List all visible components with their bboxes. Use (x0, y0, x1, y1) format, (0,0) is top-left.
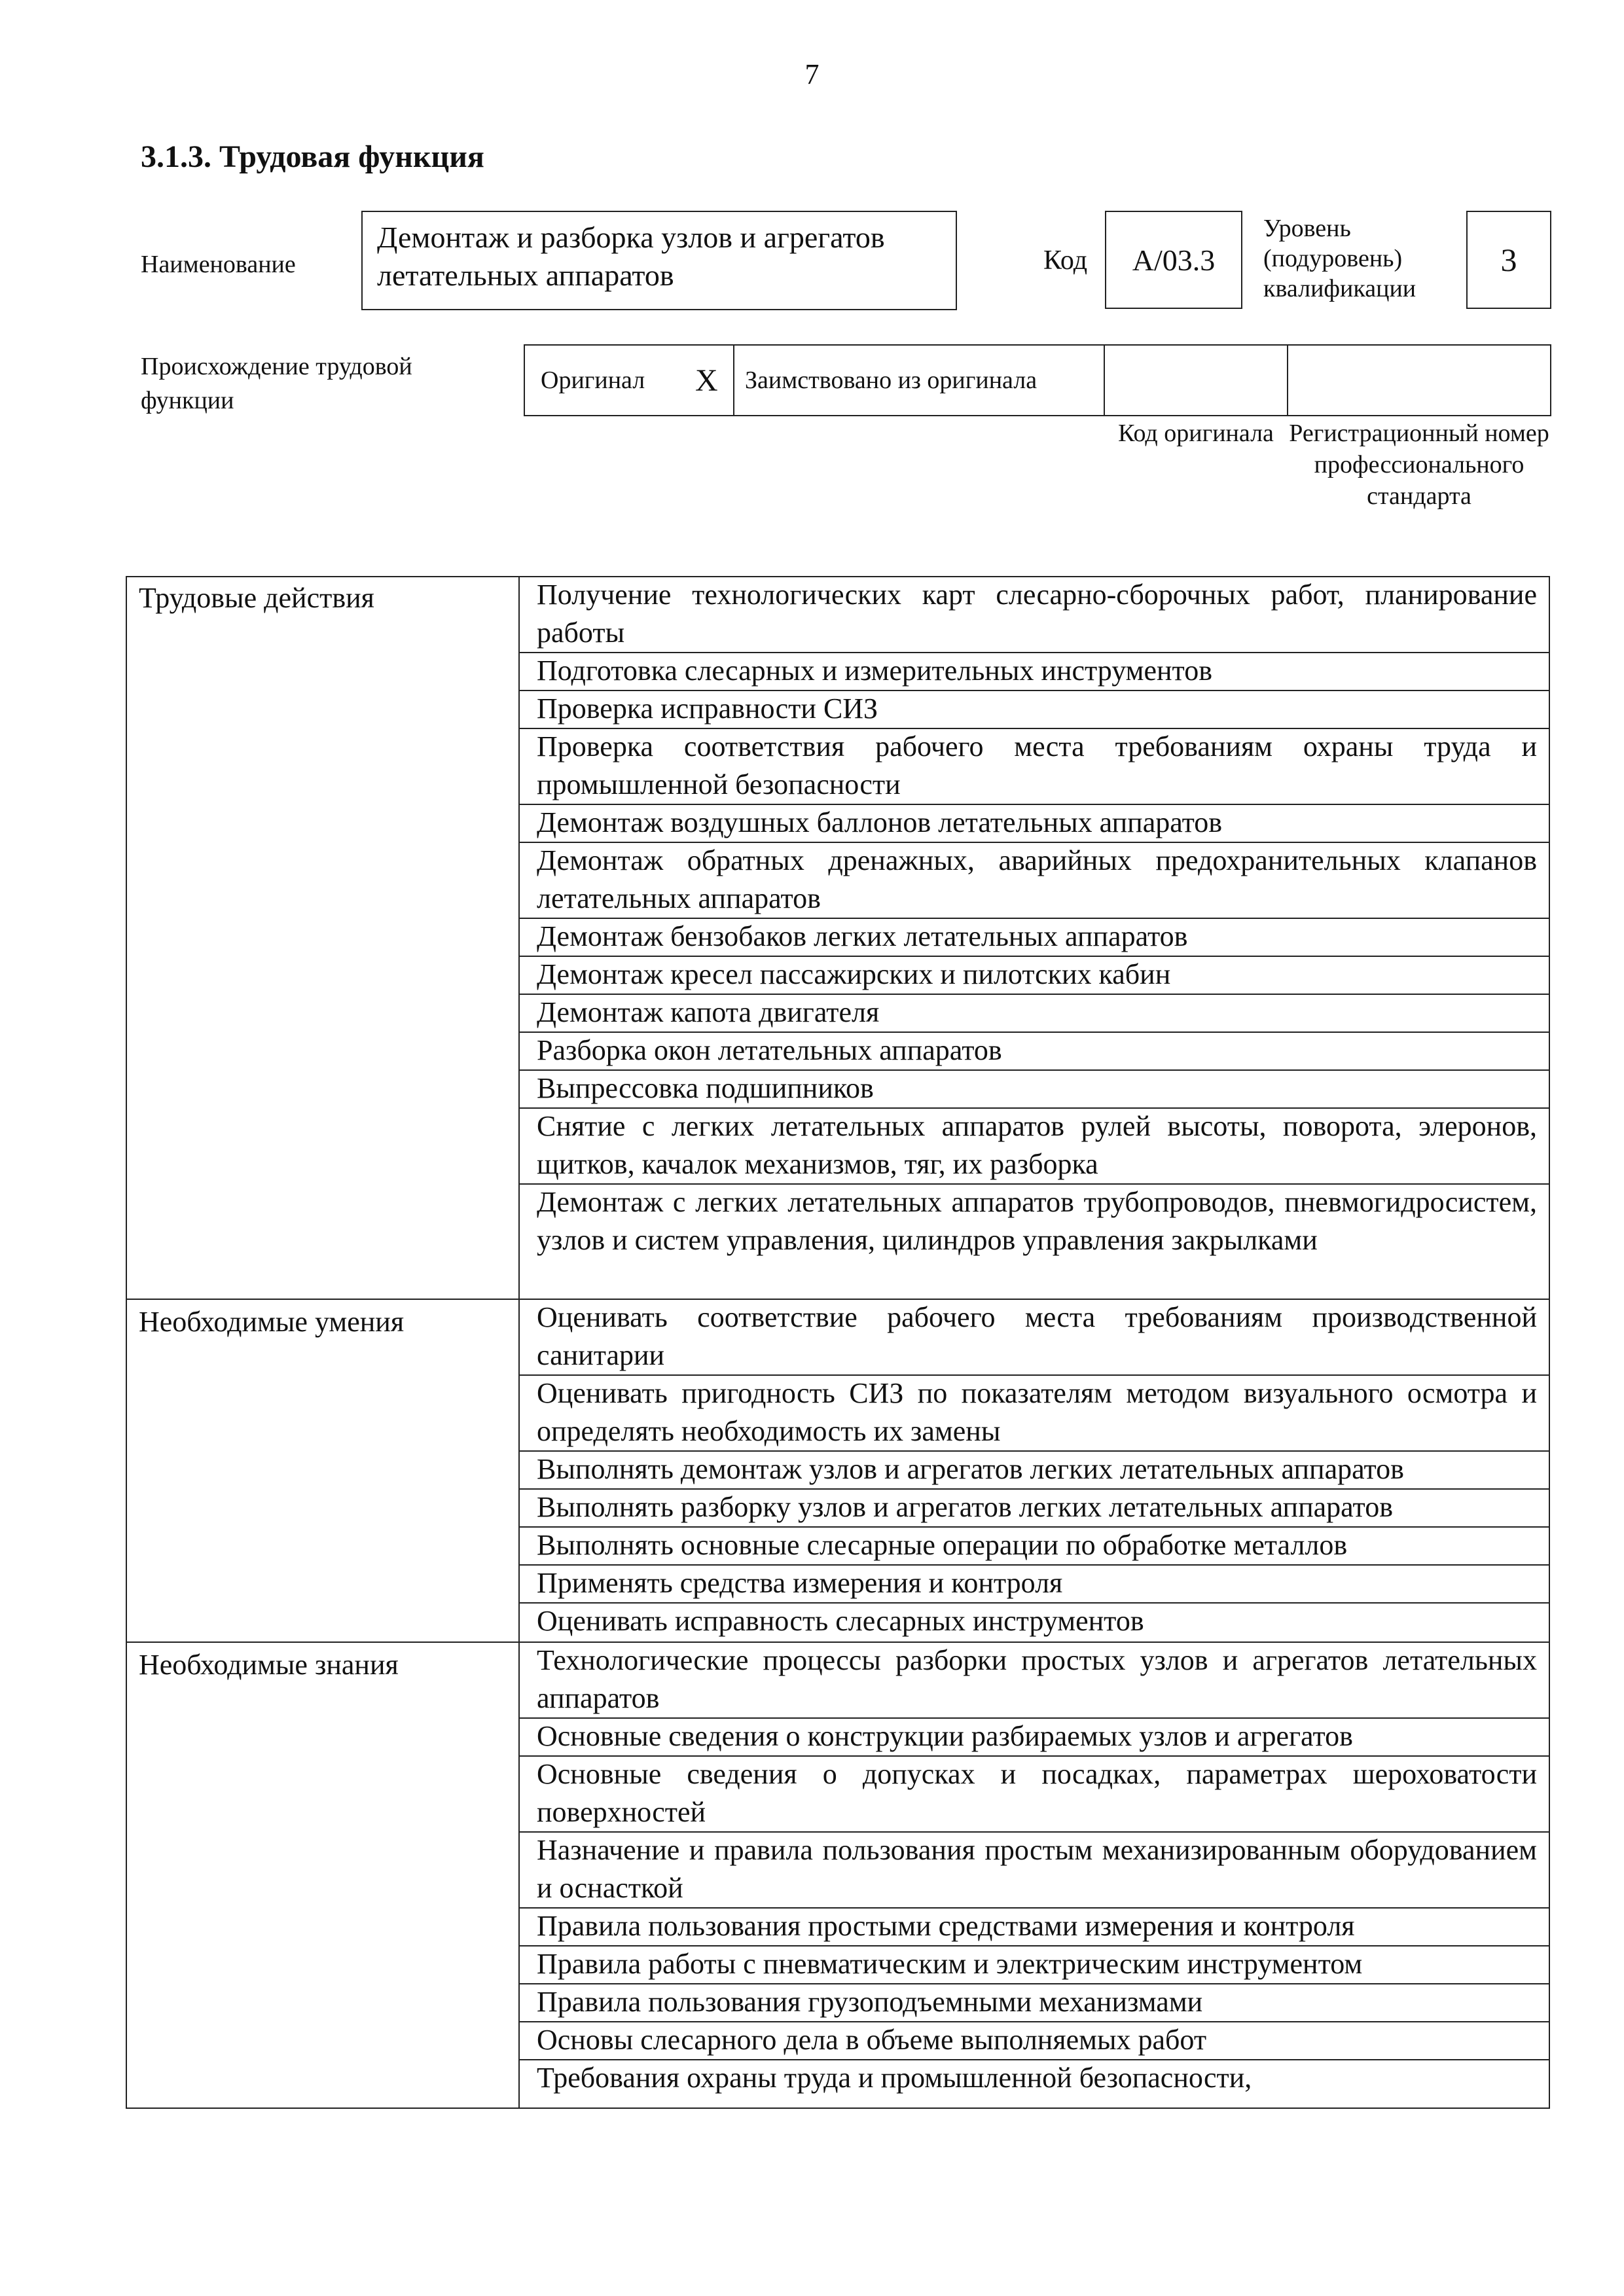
list-item: Требования охраны труда и промышленной безопасности, (537, 2062, 1252, 2094)
table-column-divider (518, 576, 520, 2109)
section-title: 3.1.3. Трудовая функция (141, 139, 484, 174)
list-item: Оценивать исправность слесарных инструментов (537, 1605, 1144, 1637)
list-item: Оценивать пригодность СИЗ по показателям методом визуального осмотра и определять необходимость их замены (537, 1377, 1537, 1447)
list-item: Правила пользования грузоподъемными механизмами (537, 1986, 1203, 2018)
list-item: Правила работы с пневматическим и электрическим инструментом (537, 1948, 1363, 1980)
list-item: Основные сведения о конструкции разбираемых узлов и агрегатов (537, 1720, 1353, 1752)
list-item: Демонтаж кресел пассажирских и пилотских кабин (537, 958, 1171, 990)
page-number: 7 (804, 58, 820, 90)
list-item: Назначение и правила пользования простым механизированным оборудованием и оснасткой (537, 1834, 1537, 1904)
origin-label (141, 350, 507, 418)
group-label-required-knowledge: Необходимые знания (139, 1649, 399, 1681)
code-value: А/03.3 (1132, 243, 1216, 277)
origin-row (524, 344, 1551, 416)
group-label-labor-actions: Трудовые действия (139, 582, 374, 614)
registration-number-caption: Регистрационный номер профессионального стандарта (1289, 420, 1549, 510)
list-item: Выполнять основные слесарные операции по обработке металлов (537, 1529, 1348, 1561)
list-item: Демонтаж с легких летательных аппаратов трубопроводов, пневмогидросистем, узлов и систем управления, цилиндров управления закрылками (537, 1186, 1537, 1256)
name-label: Наименование (141, 251, 296, 278)
list-item: Правила пользования простыми средствами измерения и контроля (537, 1910, 1355, 1942)
code-label: Код (1043, 245, 1088, 276)
code-value-box (1105, 211, 1242, 309)
origin-label-text: Происхождение трудовой функции (141, 353, 412, 414)
group-label-required-skills: Необходимые умения (139, 1306, 405, 1338)
origin-original-label: Оригинал (541, 367, 645, 394)
level-value-box (1466, 211, 1551, 309)
list-item: Выполнять разборку узлов и агрегатов легких летательных аппаратов (537, 1491, 1393, 1523)
list-item: Проверка исправности СИЗ (537, 692, 878, 725)
origin-code-cell (1105, 346, 1288, 415)
name-value-box (361, 211, 957, 310)
origin-borrowed-cell (734, 346, 1105, 415)
origin-registration-cell (1288, 346, 1550, 415)
level-label (1263, 213, 1460, 304)
origin-original-mark: X (695, 363, 718, 398)
list-item: Проверка соответствия рабочего места требованиям охраны труда и промышленной безопасности (537, 730, 1537, 800)
list-item: Подготовка слесарных и измерительных инструментов (537, 655, 1212, 687)
list-item: Выполнять демонтаж узлов и агрегатов легких летательных аппаратов (537, 1453, 1404, 1485)
list-item: Получение технологических карт слесарно-сборочных работ, планирование работы (537, 579, 1537, 649)
list-item: Основы слесарного дела в объеме выполняемых работ (537, 2024, 1207, 2056)
origin-borrowed-label: Заимствовано из оригинала (745, 367, 1038, 394)
level-label-text: Уровень (подуровень) квалификации (1263, 215, 1416, 302)
list-item: Демонтаж бензобаков легких летательных аппаратов (537, 920, 1188, 952)
list-item: Снятие с легких летательных аппаратов рулей высоты, поворота, элеронов, щитков, качалок механизмов, тяг, их разборка (537, 1110, 1537, 1180)
table-bottom-line (126, 2108, 1550, 2109)
list-item: Применять средства измерения и контроля (537, 1567, 1063, 1599)
origin-original-cell (525, 346, 734, 415)
list-item: Демонтаж воздушных баллонов летательных аппаратов (537, 806, 1223, 838)
list-item: Выпрессовка подшипников (537, 1072, 874, 1104)
list-item: Демонтаж обратных дренажных, аварийных предохранительных клапанов летательных аппаратов (537, 844, 1537, 914)
list-item: Основные сведения о допусках и посадках, параметрах шероховатости поверхностей (537, 1758, 1537, 1828)
list-item: Демонтаж капота двигателя (537, 996, 880, 1028)
list-item: Разборка окон летательных аппаратов (537, 1034, 1002, 1066)
list-item: Технологические процессы разборки простых узлов и агрегатов летательных аппаратов (537, 1644, 1537, 1714)
name-value: Демонтаж и разборка узлов и агрегатов летательных аппаратов (377, 221, 885, 292)
original-code-caption: Код оригинала (1118, 420, 1274, 447)
list-item: Оценивать соответствие рабочего места требованиям производственной санитарии (537, 1301, 1537, 1371)
level-value: 3 (1500, 242, 1517, 278)
